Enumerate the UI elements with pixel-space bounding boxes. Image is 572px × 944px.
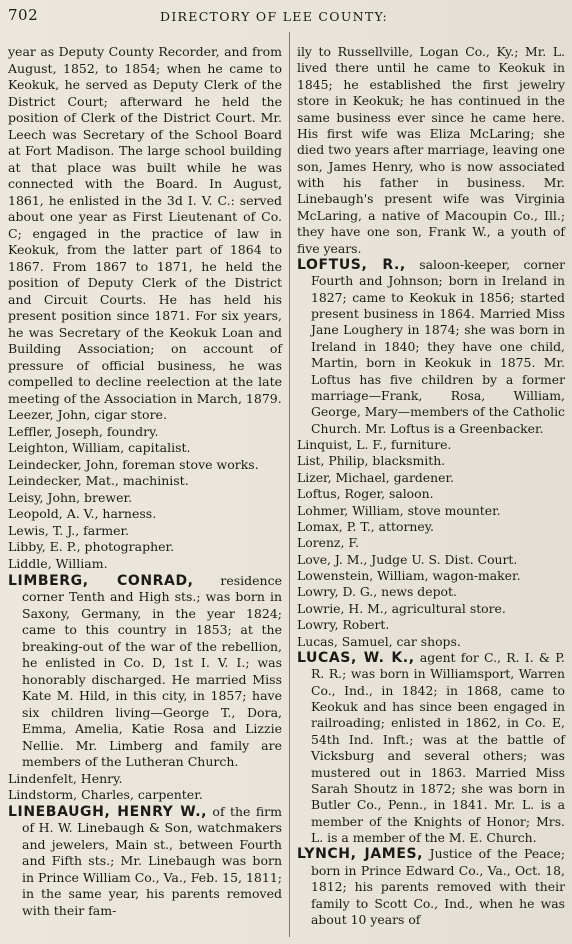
directory-listing: Lowry, Robert. bbox=[297, 617, 390, 633]
directory-listing: Lucas, Samuel, car shops. bbox=[297, 633, 461, 649]
directory-listing: Lowenstein, William, wagon-maker. bbox=[297, 568, 521, 583]
directory-listing: Leezer, John, cigar store. bbox=[8, 407, 167, 423]
directory-listing: Linquist, L. F., furniture. bbox=[297, 437, 452, 452]
directory-listing: Lomax, P. T., attorney. bbox=[297, 518, 434, 534]
directory-listing: Loftus, Roger, saloon. bbox=[297, 486, 434, 502]
directory-listing: Lowry, D. G., news depot. bbox=[297, 584, 457, 600]
entry-name: LOFTUS, R., bbox=[297, 256, 406, 273]
directory-listing: Leighton, William, capitalist. bbox=[8, 440, 191, 456]
entry-text: Justice of the Peace; born in Prince Edward Co., Va., Oct. 18, 1812; his parents removed with their family to Scott Co., Ind., when he was about 10 years of bbox=[311, 846, 565, 927]
entry-text: agent for C., R. I. & P. R. R.; was born in Williamsport, Warren Co., Ind., in 1842; in 1868, came to Keokuk and has since been engaged in railroading; enlisted in 1862, in Co. E, 54th Ind. Inft.; was at the battle of Vicksburg and several others; was mustered out in 1863. Married Miss Sarah Shoutz in 1872; she was born in Butler Co., Penn., in 1841. Mr. L. is a member of the Knights of Honor; Mrs. L. is a member of the M. E. Church. bbox=[311, 649, 565, 845]
entry-name: LYNCH, JAMES, bbox=[297, 846, 424, 863]
biography-entry bbox=[297, 650, 565, 847]
continued-entry-text: year as Deputy County Recorder, and from August, 1852, to 1854; when he came to Keokuk, he served as Deputy Clerk of the District Court; afterward he held the position of Clerk of the District Court. Mr. Leech was Secretary of the School Board at Fort Madison. The large school building at that place was built while he was connected with the Board. In August, 1861, he enlisted in the 3d I. V. C.: served about one year as First Lieutenant of Co. C; engaged in the practice of law in Keokuk, from the latter part of 1864 to 1867. From 1867 to 1871, he held the position of Deputy Clerk of the District and Circuit Courts. He has held his present position since 1871. For six years, he was Secretary of the Keokuk Loan and Building Association; on account of pressure of official business, he was compelled to decline reelection at the late meeting of the Association in March, 1879. bbox=[8, 44, 282, 406]
directory-listing: Libby, E. P., photographer. bbox=[8, 539, 175, 555]
directory-listing: Leindecker, Mat., machinist. bbox=[8, 473, 189, 489]
right-column bbox=[297, 44, 565, 928]
page-header bbox=[0, 0, 572, 30]
biography-entry bbox=[297, 846, 565, 928]
left-column bbox=[8, 44, 282, 919]
directory-listing: Leindecker, John, foreman stove works. bbox=[8, 456, 259, 472]
directory-listing: Lowrie, H. M., agricultural store. bbox=[297, 600, 506, 616]
biography-entry bbox=[8, 573, 282, 771]
page-number: 702 bbox=[8, 6, 39, 24]
directory-listing: Lindstorm, Charles, carpenter. bbox=[8, 787, 203, 803]
entry-text: residence corner Tenth and High sts.; was born in Saxony, Germany, in the year 1824; came to this country in 1853; at the breaking-out of the war of the rebellion, he enlisted in Co. D, 1st I. V. I.; was honorably discharged. He married Miss Kate M. Hild, in this city, in 1857; have six children living—George T., Dora, Emma, Amelia, Katie Rosa and Lizzie Nellie. Mr. Limberg and family are members of the Lutheran Church. bbox=[22, 572, 283, 770]
entry-text: saloon-keeper, corner Fourth and Johnson; born in Ireland in 1827; came to Keokuk in 1856; started present business in 1864. Married Miss Jane Loughery in 1874; she was born in Ireland in 1840; they have one child, Martin, born in Keokuk in 1875. Mr. Loftus has five children by a former marriage—Frank, Rosa, William, George, Mary—members of the Catholic Church. Mr. Loftus is a Greenbacker. bbox=[311, 256, 566, 436]
directory-listing: Love, J. M., Judge U. S. Dist. Court. bbox=[297, 551, 518, 567]
biography-entry bbox=[8, 804, 282, 920]
running-title: DIRECTORY OF LEE COUNTY: bbox=[160, 9, 389, 24]
entry-name: LUCAS, W. K., bbox=[297, 649, 415, 666]
directory-listing: Lizer, Michael, gardener. bbox=[297, 469, 454, 485]
entry-text: of the firm of H. W. Linebaugh & Son, watchmakers and jewelers, Main st., between Fourth and Fifth sts.; Mr. Linebaugh was born in Prince William Co., Va., Feb. 15, 1811; in the same year, his parents removed with their fam- bbox=[22, 803, 282, 918]
directory-listing: Leisy, John, brewer. bbox=[8, 489, 133, 505]
continued-entry-text: ily to Russellville, Logan Co., Ky.; Mr. L. lived there until he came to Keokuk in 1845; he established the first jewelry store in Keokuk; he has continued in the same business ever since he came here. His first wife was Eliza McLaring; she died two years after marriage, leaving one son, James Henry, who is now associated with his father in business. Mr. Linebaugh's present wife was Virginia McLaring, a native of Macoupin Co., Ill.; they have one son, Frank W., a youth of five years. bbox=[297, 44, 565, 256]
directory-listing: List, Philip, blacksmith. bbox=[297, 453, 446, 469]
directory-listing: Liddle, William. bbox=[8, 555, 108, 571]
directory-listing: Leopold, A. V., harness. bbox=[8, 506, 157, 522]
directory-listing: Lorenz, F. bbox=[297, 535, 359, 551]
column-divider bbox=[289, 32, 290, 937]
entry-name: LIMBERG, CONRAD, bbox=[8, 572, 194, 589]
directory-listing: Lewis, T. J., farmer. bbox=[8, 522, 130, 538]
directory-listing: Leffler, Joseph, foundry. bbox=[8, 423, 159, 439]
directory-listing: Lindenfelt, Henry. bbox=[8, 770, 123, 786]
directory-listing: Lohmer, William, stove mounter. bbox=[297, 502, 501, 518]
entry-name: LINEBAUGH, HENRY W., bbox=[8, 803, 208, 820]
biography-entry bbox=[297, 257, 565, 437]
